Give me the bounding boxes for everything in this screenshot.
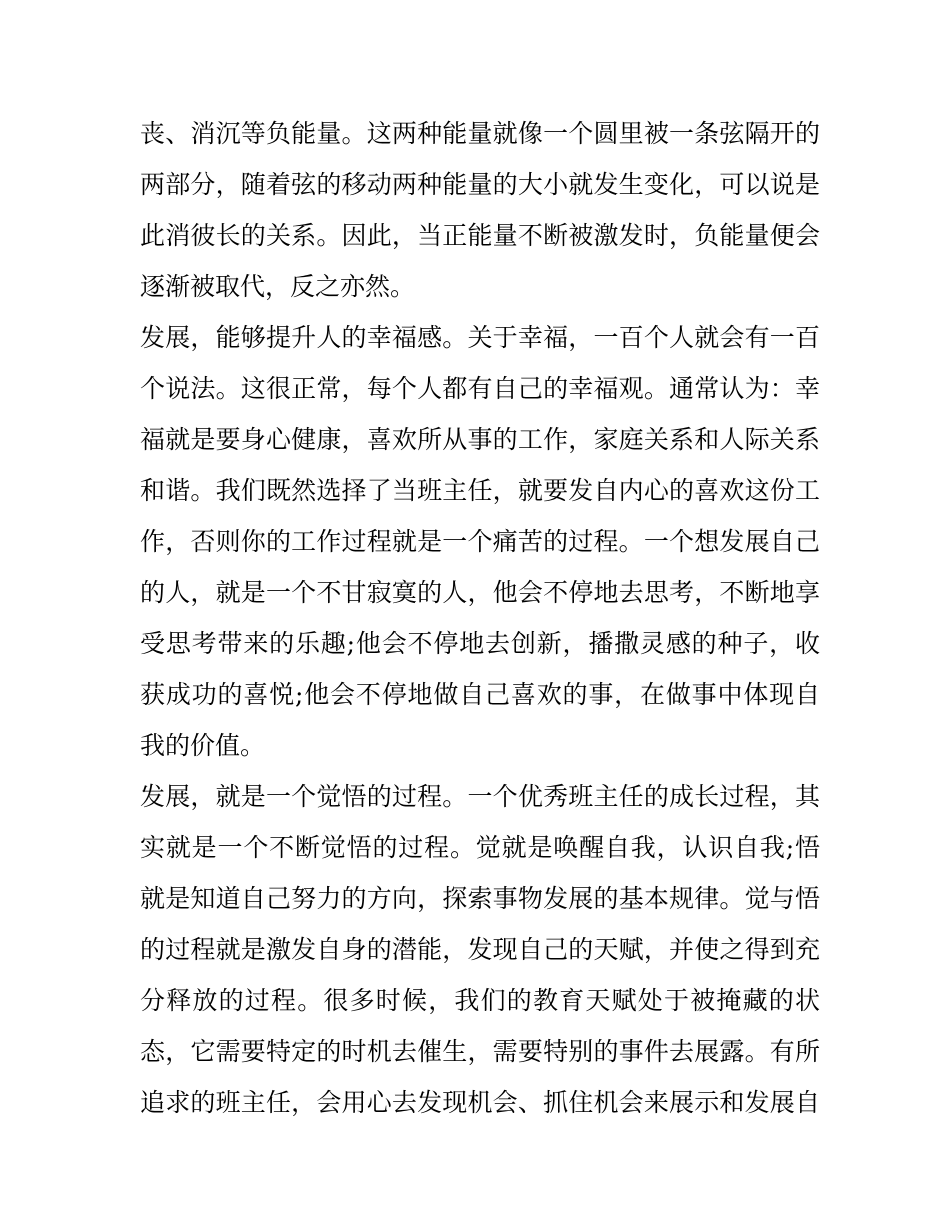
- paragraph: [140, 108, 820, 312]
- text-line: 获成功的喜悦;他会不停地做自己喜欢的事，在做事中体现自: [140, 680, 820, 709]
- text-line: 受思考带来的乐趣;他会不停地去创新，播撒灵感的种子，收: [140, 629, 820, 658]
- text-line: 发展，能够提升人的幸福感。关于幸福，一百个人就会有一百: [140, 323, 820, 352]
- text-line: 作，否则你的工作过程就是一个痛苦的过程。一个想发展自己: [140, 527, 820, 556]
- text-line: 的过程就是激发自身的潜能，发现自己的天赋，并使之得到充: [140, 935, 820, 964]
- text-line: 态，它需要特定的时机去催生，需要特别的事件去展露。有所: [140, 1037, 820, 1066]
- document-body: [140, 108, 820, 1128]
- text-line: 实就是一个不断觉悟的过程。觉就是唤醒自我，认识自我;悟: [140, 833, 820, 862]
- text-line: 个说法。这很正常，每个人都有自己的幸福观。通常认为：幸: [140, 374, 820, 403]
- text-line: 就是知道自己努力的方向，探索事物发展的基本规律。觉与悟: [140, 884, 820, 913]
- text-line: 追求的班主任，会用心去发现机会、抓住机会来展示和发展自: [140, 1088, 820, 1117]
- text-line: 和谐。我们既然选择了当班主任，就要发自内心的喜欢这份工: [140, 476, 820, 505]
- text-line: 福就是要身心健康，喜欢所从事的工作，家庭关系和人际关系: [140, 425, 820, 454]
- text-line: 发展，就是一个觉悟的过程。一个优秀班主任的成长过程，其: [140, 782, 820, 811]
- paragraph: [140, 771, 820, 1128]
- text-line: 两部分，随着弦的移动两种能量的大小就发生变化，可以说是: [140, 170, 820, 199]
- text-line: 逐渐被取代，反之亦然。: [140, 272, 416, 301]
- text-line: 我的价值。: [140, 731, 266, 760]
- text-line: 此消彼长的关系。因此，当正能量不断被激发时，负能量便会: [140, 221, 820, 250]
- text-line: 分释放的过程。很多时候，我们的教育天赋处于被掩藏的状: [140, 986, 820, 1015]
- paragraph: [140, 312, 820, 771]
- text-line: 的人，就是一个不甘寂寞的人，他会不停地去思考，不断地享: [140, 578, 820, 607]
- text-line: 丧、消沉等负能量。这两种能量就像一个圆里被一条弦隔开的: [140, 119, 820, 148]
